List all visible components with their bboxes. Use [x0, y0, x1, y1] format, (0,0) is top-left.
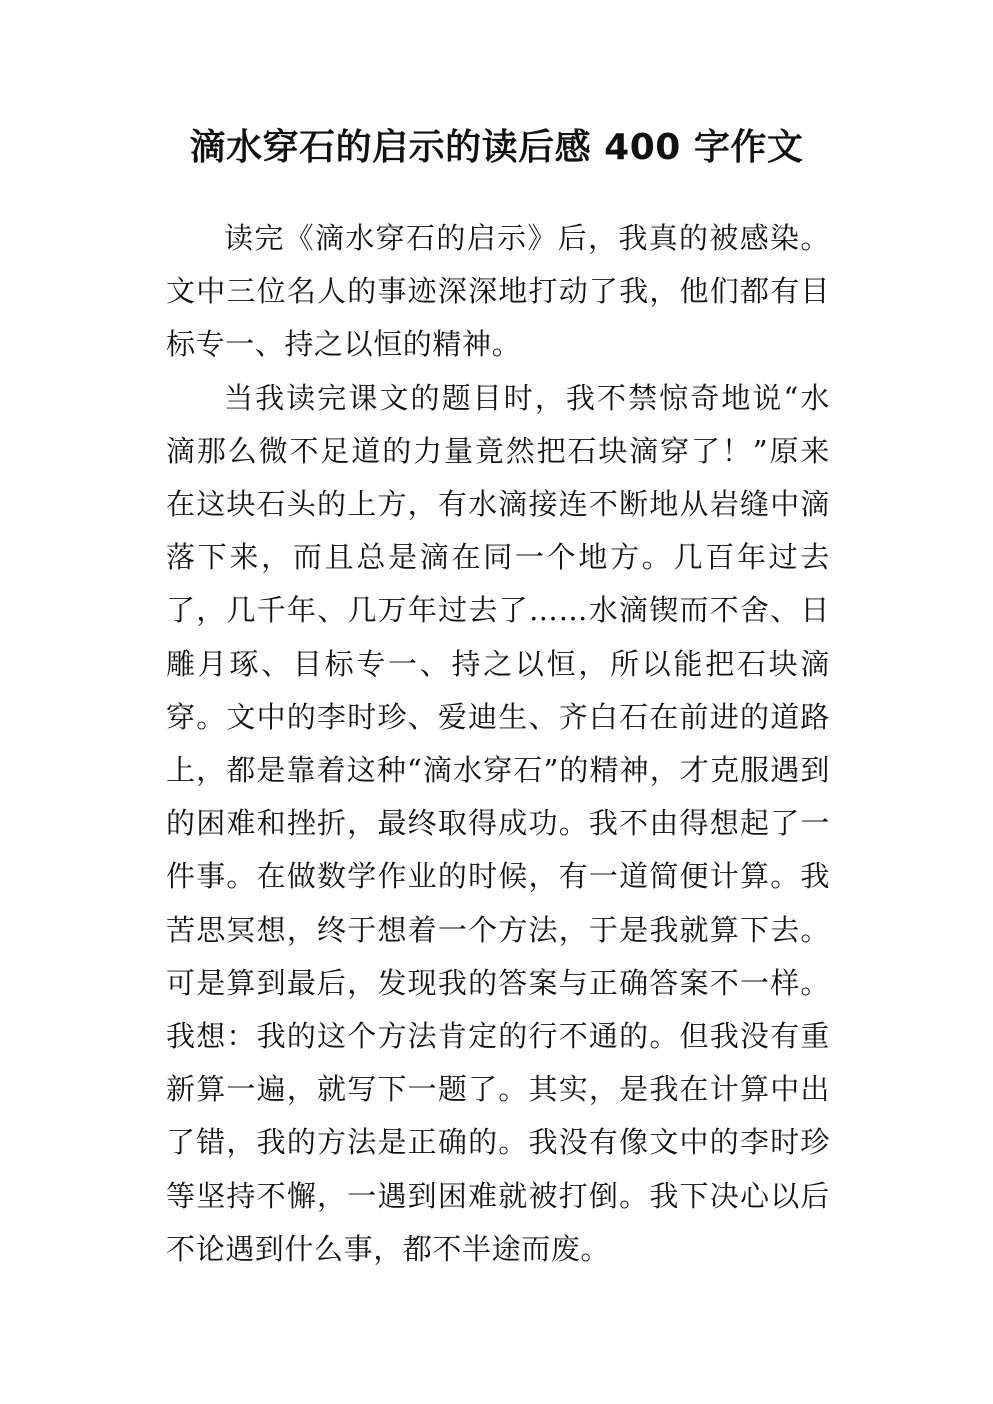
paragraph-2: 当我读完课文的题目时，我不禁惊奇地说“水滴那么微不足道的力量竟然把石块滴穿了！”原来在这块石头的上方，有水滴接连不断地从岩缝中滴落下来，而且总是滴在同一个地方。几百年过去了，几千年、几万年过去了……水滴锲而不舍、日雕月琢、目标专一、持之以恒，所以能把石块滴穿。文中的李时珍、爱迪生、齐白石在前进的道路上，都是靠着这种“滴水穿石”的精神，才克服遇到的困难和挫折，最终取得成功。我不由得想起了一件事。在做数学作业的时候，有一道简便计算。我苦思冥想，终于想着一个方法，于是我就算下去。可是算到最后，发现我的答案与正确答案不一样。我想：我的这个方法肯定的行不通的。但我没有重新算一遍，就写下一题了。其实，是我在计算中出了错，我的方法是正确的。我没有像文中的李时珍等坚持不懈，一遇到困难就被打倒。我下决心以后不论遇到什么事，都不半途而废。 — [166, 380, 830, 1266]
document-title: 滴水穿石的启示的读后感 400 字作文 — [189, 127, 804, 168]
document-body — [166, 212, 830, 1276]
paragraph-1: 读完《滴水穿石的启示》后，我真的被感染。文中三位名人的事迹深深地打动了我，他们都有目标专一、持之以恒的精神。 — [166, 221, 830, 362]
